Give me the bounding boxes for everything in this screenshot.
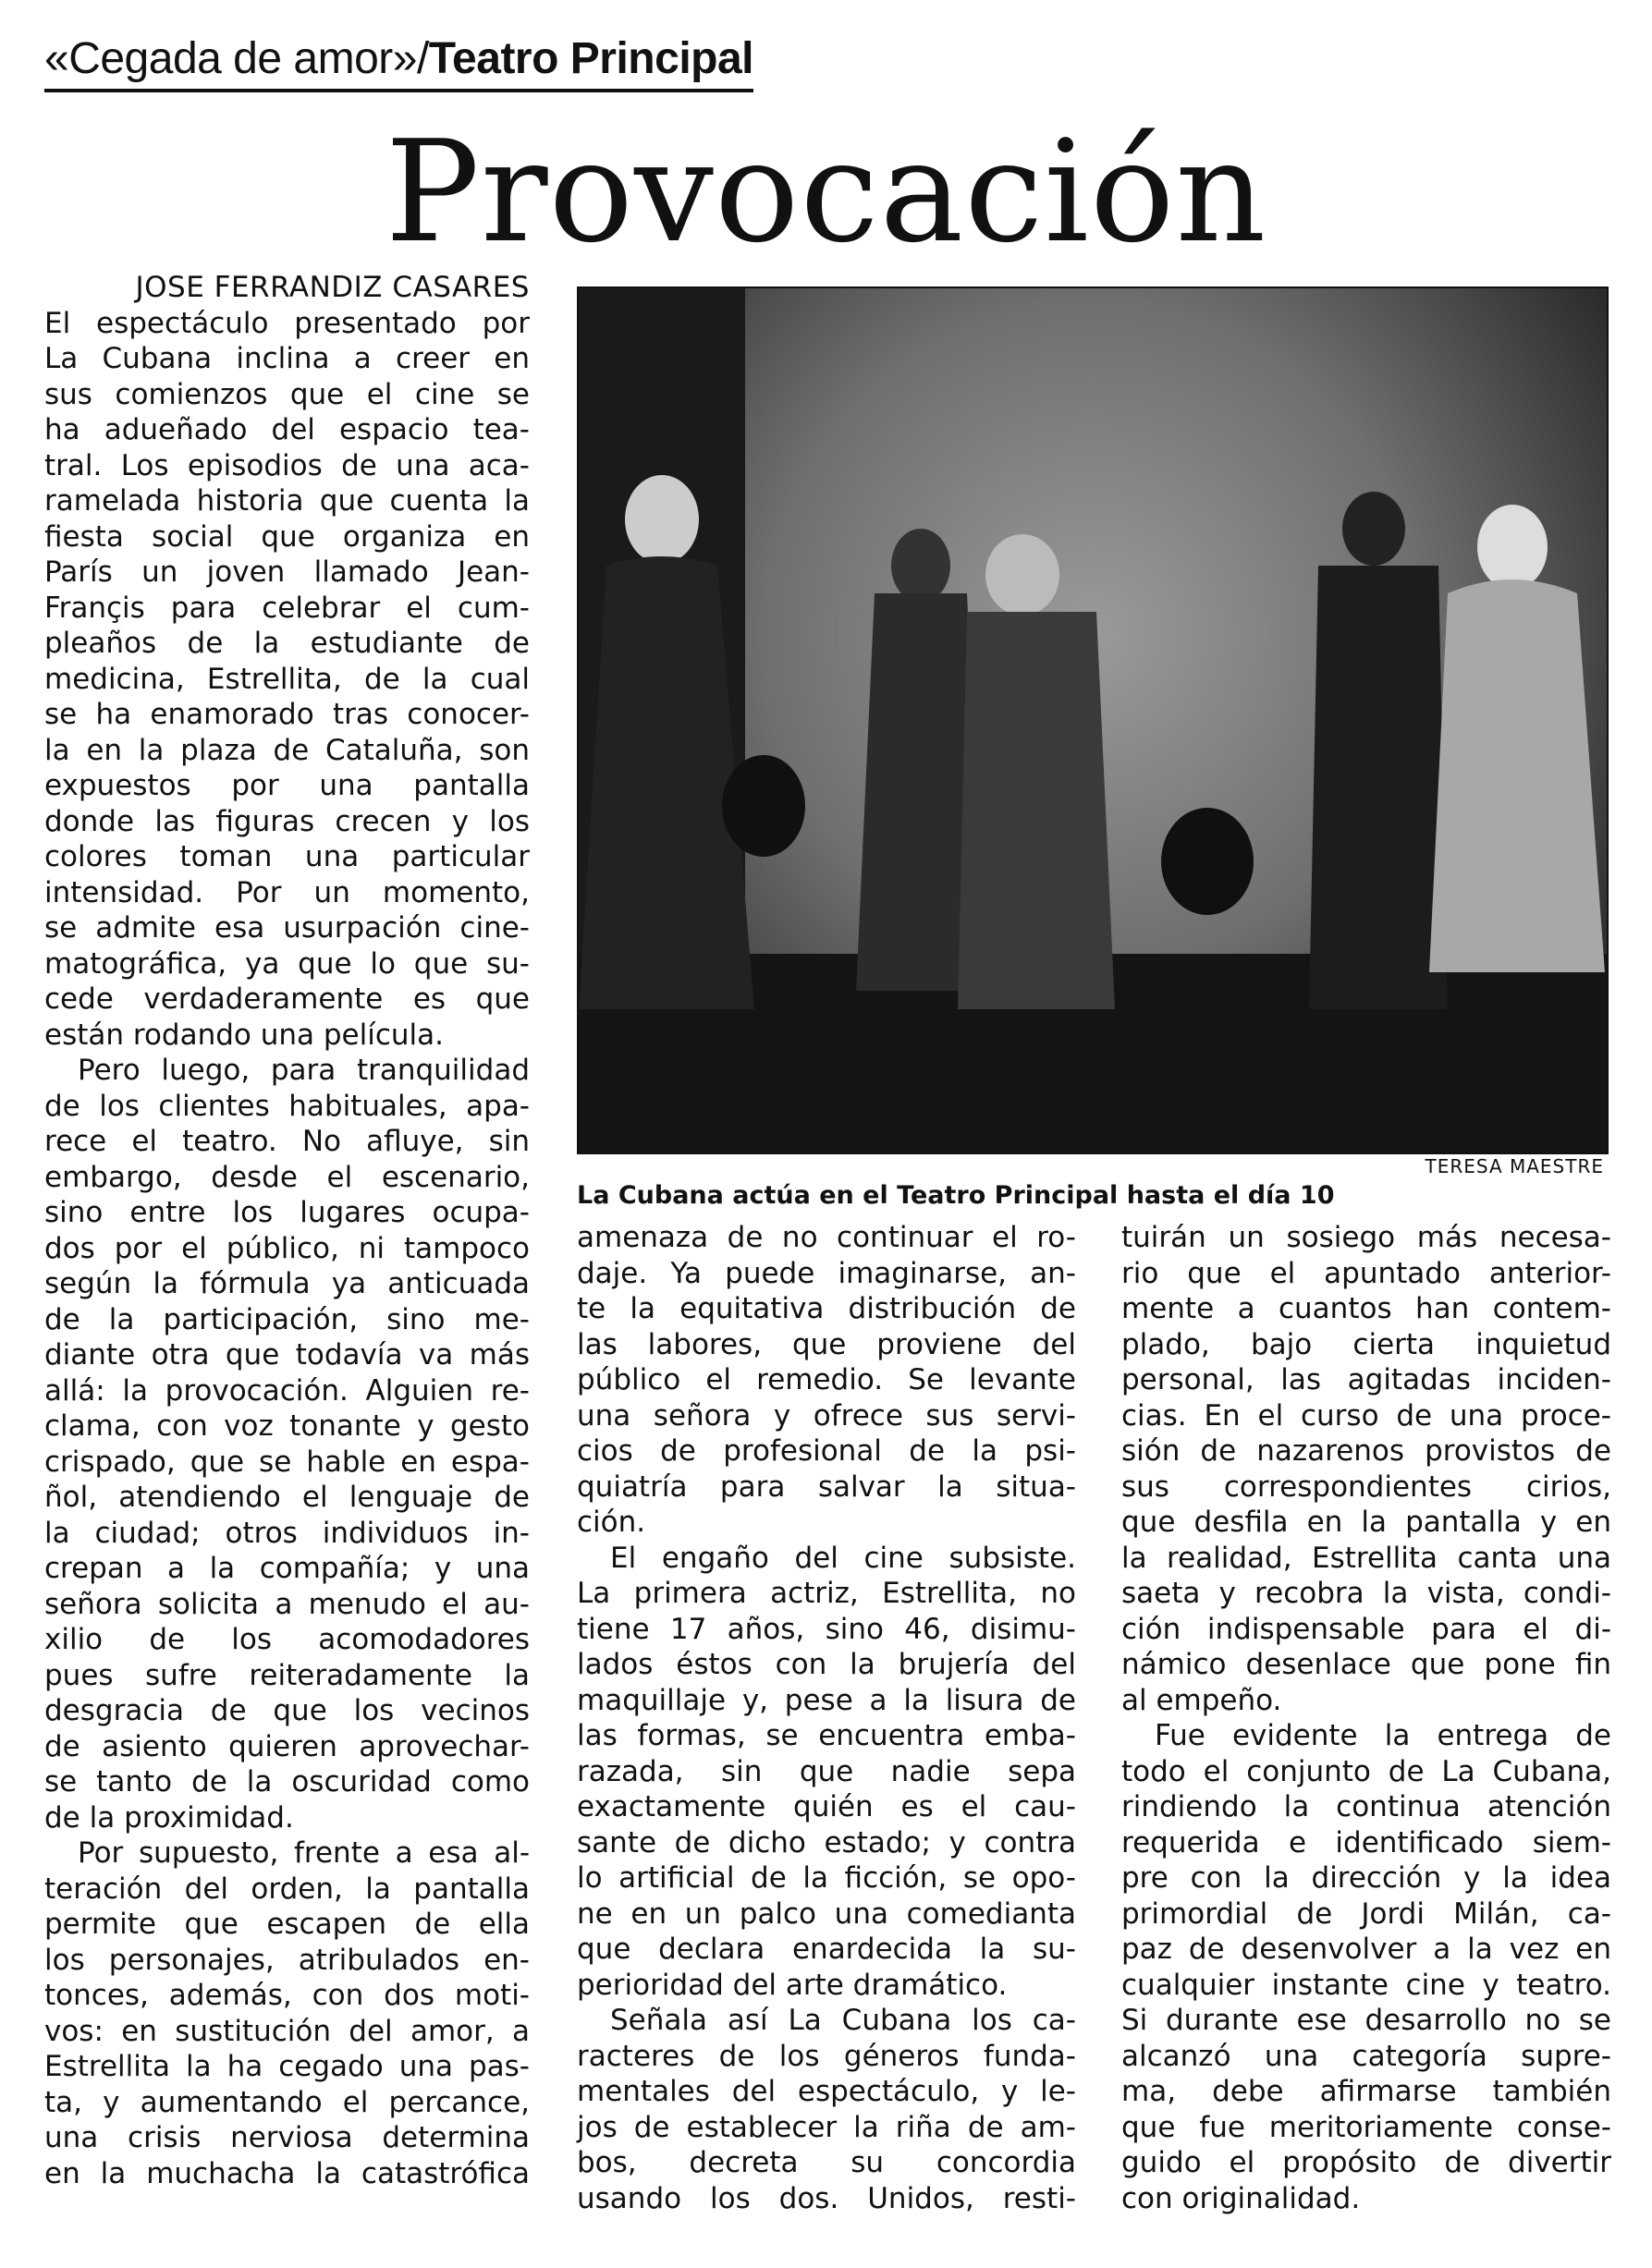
article-paragraph: [44, 1053, 530, 1835]
article-line: se ha enamorado tras conocer-: [44, 698, 530, 731]
article-line: La Cubana inclina a creer en: [44, 342, 530, 375]
article-line: alcanzó una categoría supre-: [1121, 2039, 1611, 2073]
article-line: paz de desenvolver a la vez en: [1121, 1933, 1611, 1966]
article-line: saeta y recobra la vista, condi-: [1121, 1577, 1611, 1610]
stage-photo-figures: [579, 288, 1607, 1152]
article-paragraph: [1121, 1220, 1611, 1718]
article-line: Pero luego, para tranquilidad: [78, 1054, 530, 1087]
article-line: permite que escapen de ella: [44, 1908, 530, 1941]
article-line: todo el conjunto de La Cubana,: [1121, 1754, 1611, 1788]
article-line: pre con la dirección y la idea: [1121, 1861, 1611, 1895]
article-line: diante otra que todavía va más: [44, 1338, 530, 1372]
article-line: pleaños de la estudiante de: [44, 627, 530, 660]
article-line: de los clientes habituales, apa-: [44, 1089, 530, 1123]
article-line: rece el teatro. No afluye, sin: [44, 1125, 530, 1158]
article-line: personal, las agitadas inciden-: [1121, 1363, 1611, 1396]
article-line: daje. Ya puede imaginarse, an-: [577, 1256, 1076, 1290]
article-line: El espectáculo presentado por: [44, 306, 530, 340]
article-line: ción indispensable para el di-: [1121, 1612, 1611, 1646]
article-line: Françis para celebrar el cum-: [44, 591, 530, 625]
article-line: jos de establecer la riña de am-: [577, 2110, 1076, 2144]
article-line: Señala así La Cubana los ca-: [610, 2004, 1076, 2037]
article-line: desgracia de que los vecinos: [44, 1694, 530, 1727]
article-line: expuestos por una pantalla: [44, 769, 530, 802]
article-line: rindiendo la continua atención: [1121, 1790, 1611, 1823]
article-column-3: [1121, 1220, 1611, 2216]
article-line: razada, sin que nadie sepa: [577, 1754, 1076, 1788]
article-line: requerida e identificado siem-: [1121, 1825, 1611, 1860]
section-kicker: [44, 31, 753, 92]
article-line: la ciudad; otros individuos in-: [44, 1516, 530, 1550]
article-line: París un joven llamado Jean-: [44, 555, 530, 589]
article-line: dos por el público, ni tampoco: [44, 1231, 530, 1265]
article-line: racteres de los géneros funda-: [577, 2039, 1076, 2073]
article-line: están rodando una película.: [44, 1018, 445, 1052]
kicker-show: «Cegada de amor»/: [44, 34, 429, 83]
article-line: mentales del espectáculo, y le-: [577, 2075, 1076, 2108]
article-line: cede verdaderamente es que: [44, 982, 530, 1016]
article-paragraph: [1121, 1718, 1611, 2216]
article-paragraph: [577, 1541, 1076, 2004]
article-line: matográfica, ya que lo que su-: [44, 946, 530, 981]
article-line: lo artificial de la ficción, se opo-: [577, 1861, 1076, 1895]
article-line: con originalidad.: [1121, 2181, 1361, 2215]
article-line: Estrellita la ha cegado una pas-: [44, 2050, 530, 2083]
article-line: pues sufre reiteradamente la: [44, 1658, 530, 1692]
article-line: vos: en sustitución del amor, a: [44, 2014, 530, 2048]
headline: Provocación: [385, 110, 1267, 274]
article-line: de la participación, sino me-: [44, 1302, 530, 1336]
article-line: ne en un palco una comedianta: [577, 1896, 1076, 1931]
article-line: de la proximidad.: [44, 1800, 294, 1835]
article-paragraph: [577, 2003, 1076, 2216]
article-line: tuirán un sosiego más necesa-: [1121, 1221, 1611, 1254]
stage-photo: [577, 287, 1609, 1154]
article-line: ramelada historia que cuenta la: [44, 484, 530, 518]
article-line: crepan a la compañía; y una: [44, 1552, 530, 1585]
article-line: que declara enardecida la su-: [577, 1933, 1076, 1966]
article-column-2: [577, 1220, 1076, 2216]
article-line: de asiento quieren aprovechar-: [44, 1729, 530, 1763]
article-line: Fue evidente la entrega de: [1155, 1719, 1611, 1752]
article-line: medicina, Estrellita, de la cual: [44, 662, 530, 696]
article-line: plado, bajo cierta inquietud: [1121, 1327, 1611, 1361]
article-line: cias. En el curso de una proce-: [1121, 1398, 1611, 1433]
article-line: los personajes, atribulados en-: [44, 1943, 530, 1977]
article-line: sino entre los lugares ocupa-: [44, 1196, 530, 1229]
article-line: crispado, que se hable en espa-: [44, 1445, 530, 1479]
article-line: tiene 17 años, sino 46, disimu-: [577, 1612, 1076, 1646]
article-line: colores toman una particular: [44, 840, 530, 873]
photo-caption: La Cubana actúa en el Teatro Principal hasta el día 10: [577, 1181, 1335, 1210]
article-line: námico desenlace que pone fin: [1121, 1648, 1611, 1681]
article-paragraph: [44, 1835, 530, 2191]
article-line: según la fórmula ya anticuada: [44, 1267, 530, 1300]
article-line: al empeño.: [1121, 1683, 1282, 1717]
article-line: usando los dos. Unidos, resti-: [577, 2181, 1076, 2215]
article-line: ha adueñado del espacio tea-: [44, 413, 530, 446]
article-line: bos, decreta su concordia: [577, 2146, 1076, 2179]
article-line: sus comienzos que el cine se: [44, 377, 530, 411]
article-paragraph: [577, 1220, 1076, 1541]
article-line: Si durante ese desarrollo no se: [1121, 2004, 1611, 2037]
article-line: maquillaje y, pese a la lisura de: [577, 1683, 1076, 1717]
article-line: te la equitativa distribución de: [577, 1292, 1076, 1325]
article-line: se tanto de la oscuridad como: [44, 1765, 530, 1799]
article-line: ma, debe afirmarse también: [1121, 2075, 1611, 2108]
article-line: intensidad. Por un momento,: [44, 875, 530, 909]
article-line: sus correspondientes cirios,: [1121, 1469, 1611, 1504]
article-line: exactamente quién es el cau-: [577, 1790, 1076, 1823]
article-line: perioridad del arte dramático.: [577, 1968, 1008, 2002]
photo-credit: TERESA MAESTRE: [1425, 1155, 1604, 1177]
article-line: tral. Los episodios de una aca-: [44, 448, 530, 482]
article-line: xilio de los acomodadores: [44, 1623, 530, 1656]
article-paragraph: [44, 306, 530, 1054]
article-line: amenaza de no continuar el ro-: [577, 1221, 1076, 1254]
article-line: en la muchacha la catastrófica: [44, 2156, 530, 2190]
article-line: teración del orden, la pantalla: [44, 1872, 530, 1906]
article-line: las formas, se encuentra emba-: [577, 1719, 1076, 1752]
article-line: quiatría para salvar la situa-: [577, 1469, 1076, 1504]
article-line: donde las figuras crecen y los: [44, 804, 530, 838]
article-line: sante de dicho estado; y contra: [577, 1825, 1076, 1860]
article-line: clama, con voz tonante y gesto: [44, 1409, 530, 1443]
article-line: ción.: [577, 1506, 646, 1539]
article-line: que desfila en la pantalla y en: [1121, 1506, 1611, 1539]
article-line: la en la plaza de Cataluña, son: [44, 733, 530, 767]
article-line: sión de nazarenos provistos de: [1121, 1434, 1611, 1468]
article-line: Por supuesto, frente a esa al-: [78, 1836, 530, 1870]
article-line: una crisis nerviosa determina: [44, 2121, 530, 2154]
article-line: las labores, que proviene del: [577, 1327, 1076, 1361]
byline: JOSE FERRANDIZ CASARES: [135, 271, 530, 304]
article-line: lados éstos con la brujería del: [577, 1648, 1076, 1681]
article-line: embargo, desde el escenario,: [44, 1160, 530, 1194]
article-line: cios de profesional de la psi-: [577, 1434, 1076, 1468]
article-line: cualquier instante cine y teatro.: [1121, 1968, 1611, 2002]
article-line: El engaño del cine subsiste.: [610, 1541, 1076, 1575]
article-column-1: [44, 270, 530, 2191]
article-line: la realidad, Estrellita canta una: [1121, 1541, 1611, 1575]
article-line: La primera actriz, Estrellita, no: [577, 1577, 1076, 1610]
article-line: primordial de Jordi Milán, ca-: [1121, 1896, 1611, 1931]
kicker-venue: Teatro Principal: [428, 34, 753, 83]
article-line: una señora y ofrece sus servi-: [577, 1398, 1076, 1433]
article-line: guido el propósito de divertir: [1121, 2146, 1611, 2179]
article-line: mente a cuantos han contem-: [1121, 1292, 1611, 1325]
article-line: allá: la provocación. Alguien re-: [44, 1373, 530, 1408]
article-line: público el remedio. Se levante: [577, 1363, 1076, 1396]
article-line: que fue meritoriamente conse-: [1121, 2110, 1611, 2144]
article-line: se admite esa usurpación cine-: [44, 911, 530, 945]
article-line: rio que el apuntado anterior-: [1121, 1256, 1611, 1290]
article-line: fiesta social que organiza en: [44, 519, 530, 554]
article-line: tonces, además, con dos moti-: [44, 1979, 530, 2012]
article-line: ñol, atendiendo el lenguaje de: [44, 1481, 530, 1514]
article-line: ta, y aumentando el percance,: [44, 2085, 530, 2119]
article-line: señora solicita a menudo el au-: [44, 1587, 530, 1621]
